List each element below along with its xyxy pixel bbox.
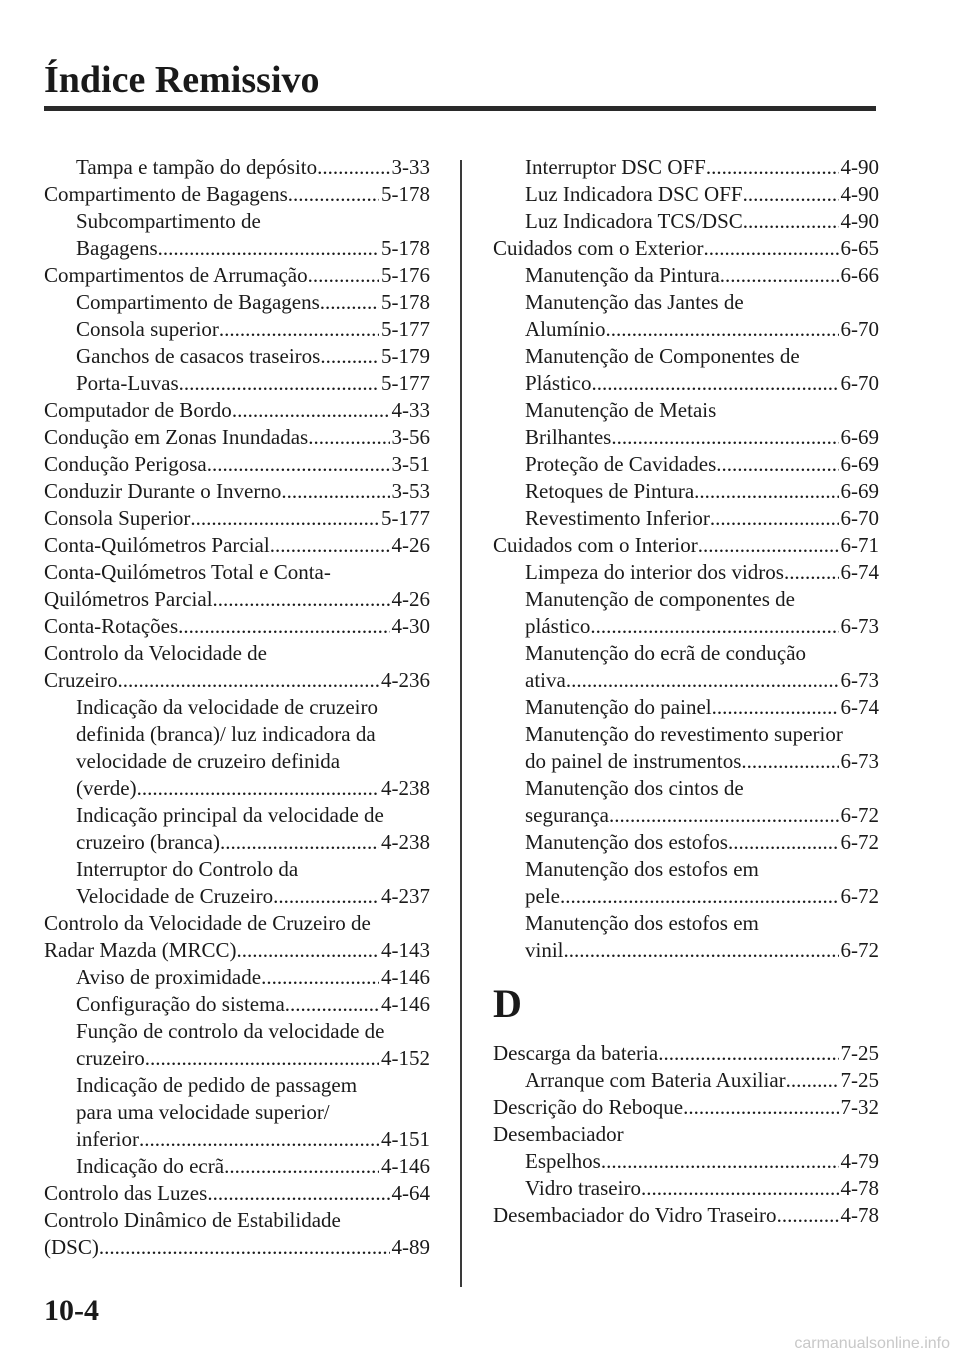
dot-leader (220, 829, 379, 856)
index-subentry (493, 316, 879, 343)
index-subentry (493, 559, 879, 586)
entry-text: Condução Perigosa (44, 452, 207, 476)
entry-text: Indicação do ecrã (76, 1154, 225, 1178)
entry-page-ref: 5-178 (381, 182, 430, 206)
entry-text: Tampa e tampão do depósito (76, 155, 318, 179)
index-subentry (44, 775, 430, 802)
dot-leader (784, 559, 839, 586)
dot-leader (285, 991, 379, 1018)
entry-page-ref: 4-146 (381, 992, 430, 1016)
index-subentry (44, 991, 430, 1018)
entry-page-ref: 5-178 (381, 290, 430, 314)
dot-leader (706, 154, 839, 181)
dot-leader (320, 343, 379, 370)
dot-leader (704, 235, 839, 262)
entry-page-ref: 4-89 (391, 1235, 430, 1259)
entry-text: Vidro traseiro (525, 1176, 641, 1200)
entry-page-ref: 6-74 (840, 560, 879, 584)
entry-page-ref: 6-66 (840, 263, 879, 287)
index-entry (493, 1121, 879, 1148)
index-subentry (44, 235, 430, 262)
entry-page-ref: 5-177 (381, 506, 430, 530)
dot-leader (590, 613, 838, 640)
dot-leader (606, 316, 839, 343)
column-divider (460, 160, 462, 1287)
index-subentry (44, 856, 430, 883)
entry-text: pele (525, 884, 560, 908)
entry-page-ref: 3-53 (391, 479, 430, 503)
entry-page-ref: 6-71 (840, 533, 879, 557)
entry-text: Bagagens (76, 236, 158, 260)
index-subentry (493, 856, 879, 883)
entry-text: cruzeiro (76, 1046, 145, 1070)
entry-text: Conta-Quilómetros Total e Conta- (44, 560, 331, 584)
entry-page-ref: 5-177 (381, 317, 430, 341)
index-subentry (493, 748, 879, 775)
index-subentry (44, 748, 430, 775)
index-subentry (44, 721, 430, 748)
entry-page-ref: 4-237 (381, 884, 430, 908)
entry-page-ref: 6-72 (840, 803, 879, 827)
index-subentry (44, 1045, 430, 1072)
index-subentry (44, 802, 430, 829)
index-subentry (493, 1148, 879, 1175)
index-subentry (493, 1175, 879, 1202)
entry-text: Quilómetros Parcial (44, 587, 213, 611)
dot-leader (139, 1126, 379, 1153)
entry-text: Compartimentos de Arrumação (44, 263, 308, 287)
entry-page-ref: 4-79 (840, 1149, 879, 1173)
index-subentry (44, 370, 430, 397)
entry-text: vinil (525, 938, 564, 962)
entry-text: Subcompartimento de (76, 209, 261, 233)
entry-text: Manutenção das Jantes de (525, 290, 744, 314)
entry-page-ref: 4-146 (381, 1154, 430, 1178)
index-entry (44, 424, 430, 451)
dot-leader (213, 586, 390, 613)
index-subentry (493, 505, 879, 532)
entry-page-ref: 6-70 (840, 317, 879, 341)
index-entry (493, 1040, 879, 1067)
dot-leader (698, 532, 839, 559)
entry-page-ref: 3-51 (391, 452, 430, 476)
index-entry (44, 1180, 430, 1207)
entry-text: Luz Indicadora DSC OFF (525, 182, 743, 206)
entry-page-ref: 4-90 (840, 155, 879, 179)
dot-leader (601, 1148, 839, 1175)
entry-page-ref: 3-56 (391, 425, 430, 449)
entry-page-ref: 7-25 (840, 1068, 879, 1092)
entry-text: Cuidados com o Exterior (493, 236, 704, 260)
entry-text: Cruzeiro (44, 668, 118, 692)
entry-page-ref: 7-32 (840, 1095, 879, 1119)
index-subentry (493, 289, 879, 316)
entry-page-ref: 4-236 (381, 668, 430, 692)
index-subentry (493, 721, 879, 748)
entry-text: (verde) (76, 776, 137, 800)
page-title: Índice Remissivo (44, 59, 320, 101)
dot-leader (320, 289, 379, 316)
index-subentry (493, 370, 879, 397)
entry-text: Computador de Bordo (44, 398, 232, 422)
index-subentry (493, 613, 879, 640)
entry-page-ref: 4-78 (840, 1203, 879, 1227)
index-subentry (493, 262, 879, 289)
dot-leader (190, 505, 379, 532)
dot-leader (560, 883, 839, 910)
entry-text: Conta-Rotações (44, 614, 179, 638)
index-entry (44, 532, 430, 559)
dot-leader (786, 1067, 839, 1094)
entry-text: Proteção de Cavidades (525, 452, 717, 476)
dot-leader (566, 667, 839, 694)
index-entry (44, 586, 430, 613)
dot-leader (743, 208, 839, 235)
index-entry (493, 532, 879, 559)
entry-text: Desembaciador do Vidro Traseiro (493, 1203, 777, 1227)
entry-text: velocidade de cruzeiro definida (76, 749, 341, 773)
entry-page-ref: 4-90 (840, 209, 879, 233)
entry-page-ref: 4-238 (381, 830, 430, 854)
entry-text: Conduzir Durante o Inverno (44, 479, 282, 503)
entry-text: Descrição do Reboque (493, 1095, 684, 1119)
dot-leader (308, 424, 389, 451)
entry-text: Retoques de Pintura (525, 479, 695, 503)
entry-page-ref: 4-146 (381, 965, 430, 989)
entry-page-ref: 6-70 (840, 506, 879, 530)
entry-text: Luz Indicadora TCS/DSC (525, 209, 743, 233)
index-entry (44, 613, 430, 640)
entry-text: Radar Mazda (MRCC) (44, 938, 237, 962)
entry-text: Brilhantes (525, 425, 612, 449)
index-entry (493, 1202, 879, 1229)
index-subentry (493, 154, 879, 181)
entry-text: Aviso de proximidade (76, 965, 262, 989)
index-subentry (44, 1072, 430, 1099)
dot-leader (592, 370, 839, 397)
dot-leader (720, 262, 839, 289)
dot-leader (137, 775, 379, 802)
entry-page-ref: 4-33 (391, 398, 430, 422)
entry-text: Interruptor DSC OFF (525, 155, 706, 179)
entry-text: Alumínio (525, 317, 606, 341)
entry-page-ref: 5-178 (381, 236, 430, 260)
entry-text: definida (branca)/ luz indicadora da (76, 722, 376, 746)
entry-text: (DSC) (44, 1235, 99, 1259)
entry-text: cruzeiro (branca) (76, 830, 220, 854)
dot-leader (564, 937, 839, 964)
dot-leader (232, 397, 390, 424)
entry-text: Cuidados com o Interior (493, 533, 698, 557)
index-subentry (493, 586, 879, 613)
entry-text: Manutenção dos estofos em (525, 911, 759, 935)
index-subentry (493, 937, 879, 964)
index-entry (493, 235, 879, 262)
dot-leader (179, 370, 379, 397)
index-subentry (44, 208, 430, 235)
index-entry (44, 505, 430, 532)
index-column-left (44, 154, 430, 1261)
index-subentry (44, 289, 430, 316)
entry-page-ref: 6-72 (840, 830, 879, 854)
dot-leader (777, 1202, 839, 1229)
entry-text: Compartimento de Bagagens (76, 290, 320, 314)
dot-leader (611, 424, 838, 451)
entry-text: Controlo da Velocidade de Cruzeiro de (44, 911, 371, 935)
index-entry (44, 451, 430, 478)
entry-text: inferior (76, 1127, 139, 1151)
entry-page-ref: 4-143 (381, 938, 430, 962)
index-subentry (493, 802, 879, 829)
index-subentry (493, 208, 879, 235)
dot-leader (158, 235, 379, 262)
index-entry (44, 559, 430, 586)
dot-leader (317, 154, 389, 181)
entry-text: Interruptor do Controlo da (76, 857, 299, 881)
section-letter: D (493, 981, 522, 1026)
index-subentry (493, 397, 879, 424)
entry-page-ref: 6-69 (840, 452, 879, 476)
entry-text: ativa (525, 668, 566, 692)
entry-text: plástico (525, 614, 591, 638)
entry-text: Ganchos de casacos traseiros (76, 344, 321, 368)
entry-text: para uma velocidade superior/ (76, 1100, 330, 1124)
index-column-right (493, 154, 879, 1229)
entry-page-ref: 4-26 (391, 533, 430, 557)
entry-text: Configuração do sistema (76, 992, 285, 1016)
entry-page-ref: 6-65 (840, 236, 879, 260)
entry-text: Manutenção de Metais (525, 398, 717, 422)
index-entry (44, 937, 430, 964)
watermark: carmanualsonline.info (794, 1335, 950, 1352)
dot-leader (741, 748, 838, 775)
entry-text: do painel de instrumentos (525, 749, 742, 773)
entry-text: Manutenção do revestimento superior (525, 722, 843, 746)
entry-page-ref: 4-64 (391, 1181, 430, 1205)
entry-text: Manutenção dos estofos em (525, 857, 759, 881)
dot-leader (288, 181, 379, 208)
entry-page-ref: 5-176 (381, 263, 430, 287)
entry-text: Descarga da bateria (493, 1041, 659, 1065)
dot-leader (743, 181, 839, 208)
entry-page-ref: 4-90 (840, 182, 879, 206)
dot-leader (683, 1094, 838, 1121)
entry-text: Controlo das Luzes (44, 1181, 208, 1205)
entry-page-ref: 3-33 (391, 155, 430, 179)
dot-leader (270, 532, 390, 559)
dot-leader (145, 1045, 379, 1072)
index-subentry (493, 883, 879, 910)
entry-text: Revestimento Inferior (525, 506, 710, 530)
entry-text: Condução em Zonas Inundadas (44, 425, 309, 449)
dot-leader (716, 451, 838, 478)
entry-text: Controlo da Velocidade de (44, 641, 267, 665)
entry-page-ref: 4-26 (391, 587, 430, 611)
entry-page-ref: 6-70 (840, 371, 879, 395)
dot-leader (261, 964, 379, 991)
dot-leader (728, 829, 839, 856)
entry-page-ref: 5-179 (381, 344, 430, 368)
index-entry (493, 1094, 879, 1121)
page-number: 10-4 (44, 1294, 99, 1327)
index-entry (44, 262, 430, 289)
index-entry (44, 1234, 430, 1261)
index-subentry (493, 1067, 879, 1094)
index-subentry (44, 1018, 430, 1045)
entry-text: Manutenção de Componentes de (525, 344, 800, 368)
index-subentry (44, 1126, 430, 1153)
entry-text: Limpeza do interior dos vidros (525, 560, 784, 584)
entry-text: Manutenção de componentes de (525, 587, 795, 611)
entry-text: Consola Superior (44, 506, 191, 530)
dot-leader (273, 883, 379, 910)
entry-text: Compartimento de Bagagens (44, 182, 288, 206)
entry-page-ref: 6-69 (840, 425, 879, 449)
index-section-d (493, 1040, 879, 1229)
entry-text: Indicação principal da velocidade de (76, 803, 384, 827)
index-subentry (493, 910, 879, 937)
index-subentry (493, 478, 879, 505)
header-rule (44, 106, 876, 111)
entry-text: Manutenção da Pintura (525, 263, 720, 287)
entry-text: segurança (525, 803, 609, 827)
entry-page-ref: 6-72 (840, 938, 879, 962)
index-subentry (44, 883, 430, 910)
index-subentry (493, 667, 879, 694)
entry-page-ref: 6-69 (840, 479, 879, 503)
index-entry (44, 181, 430, 208)
entry-text: Manutenção do painel (525, 695, 712, 719)
entry-text: Controlo Dinâmico de Estabilidade (44, 1208, 341, 1232)
entry-text: Manutenção do ecrã de condução (525, 641, 807, 665)
dot-leader (99, 1234, 390, 1261)
index-subentry (493, 694, 879, 721)
entry-text: Consola superior (76, 317, 219, 341)
index-subentry (44, 694, 430, 721)
dot-leader (207, 1180, 389, 1207)
index-subentry (493, 451, 879, 478)
index-subentry (44, 343, 430, 370)
dot-leader (236, 937, 379, 964)
entry-text: Manutenção dos cintos de (525, 776, 744, 800)
dot-leader (117, 667, 379, 694)
entry-page-ref: 4-152 (381, 1046, 430, 1070)
dot-leader (178, 613, 389, 640)
index-entry (44, 397, 430, 424)
dot-leader (609, 802, 839, 829)
entry-page-ref: 6-72 (840, 884, 879, 908)
entry-text: Plástico (525, 371, 592, 395)
entry-page-ref: 4-238 (381, 776, 430, 800)
entry-text: Porta-Luvas (76, 371, 179, 395)
entry-page-ref: 6-73 (840, 614, 879, 638)
index-section-c (493, 154, 879, 964)
dot-leader (281, 478, 389, 505)
entry-page-ref: 4-78 (840, 1176, 879, 1200)
dot-leader (710, 505, 839, 532)
index-entry (44, 910, 430, 937)
entry-text: Conta-Quilómetros Parcial (44, 533, 270, 557)
entry-text: Velocidade de Cruzeiro (76, 884, 274, 908)
dot-leader (308, 262, 379, 289)
dot-leader (712, 694, 839, 721)
entry-page-ref: 6-74 (840, 695, 879, 719)
entry-page-ref: 5-177 (381, 371, 430, 395)
dot-leader (658, 1040, 838, 1067)
index-subentry (44, 1099, 430, 1126)
index-subentry (44, 829, 430, 856)
dot-leader (219, 316, 379, 343)
index-subentry (44, 1153, 430, 1180)
entry-page-ref: 4-151 (381, 1127, 430, 1151)
entry-text: Arranque com Bateria Auxiliar (525, 1068, 786, 1092)
index-subentry (44, 154, 430, 181)
index-subentry (493, 343, 879, 370)
entry-page-ref: 4-30 (391, 614, 430, 638)
entry-text: Desembaciador (493, 1122, 624, 1146)
entry-text: Indicação de pedido de passagem (76, 1073, 358, 1097)
dot-leader (641, 1175, 839, 1202)
index-subentry (493, 829, 879, 856)
dot-leader (207, 451, 390, 478)
entry-text: Indicação da velocidade de cruzeiro (76, 695, 378, 719)
entry-text: Espelhos (525, 1149, 601, 1173)
index-subentry (493, 640, 879, 667)
index-subentry (44, 316, 430, 343)
index-entry (44, 640, 430, 667)
entry-text: Manutenção dos estofos (525, 830, 728, 854)
dot-leader (694, 478, 838, 505)
entry-page-ref: 7-25 (840, 1041, 879, 1065)
entry-page-ref: 6-73 (840, 749, 879, 773)
index-entry (44, 1207, 430, 1234)
index-subentry (493, 424, 879, 451)
index-entry (44, 667, 430, 694)
index-subentry (493, 181, 879, 208)
entry-text: Função de controlo da velocidade de (76, 1019, 385, 1043)
entry-page-ref: 6-73 (840, 668, 879, 692)
index-subentry (493, 775, 879, 802)
index-subentry (44, 964, 430, 991)
index-entry (44, 478, 430, 505)
dot-leader (224, 1153, 379, 1180)
